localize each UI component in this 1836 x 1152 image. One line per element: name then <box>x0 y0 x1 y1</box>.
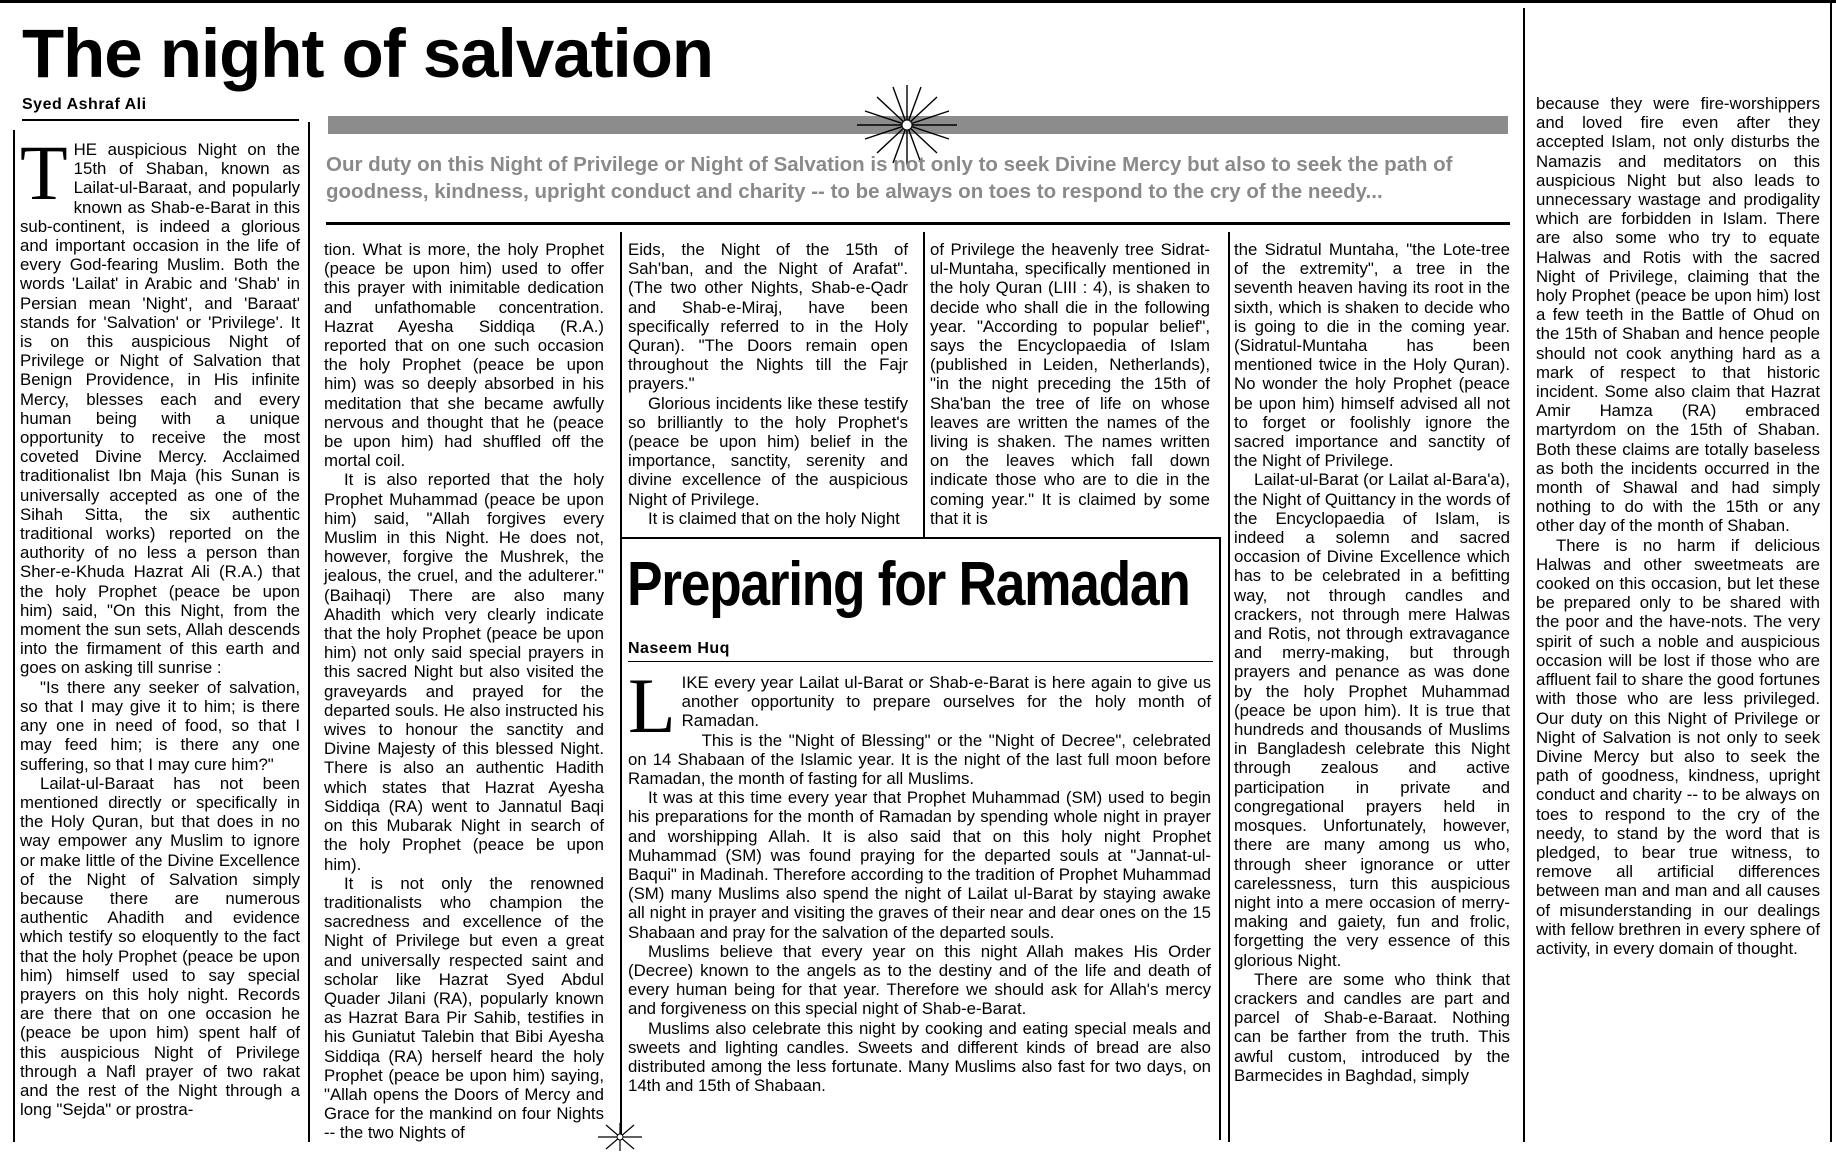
column-rule <box>923 232 925 537</box>
paragraph: Glorious incidents like these testify so brilliantly to the holy Prophet's (peace be upon him) belief in the importance, sanctity, serenity and divine excellence of the auspicious Night of Privilege. <box>628 393 908 509</box>
paragraph: Muslims also celebrate this night by cooking and eating special meals and sweets and lighting candles. Sweets and different kinds of bread are also distributed among the less fortunate. Many Muslims also fast for two days, on 14th and 15th of Shabaan. <box>628 1018 1211 1096</box>
pull-quote-rule <box>326 222 1510 225</box>
pull-quote: Our duty on this Night of Privilege or Night of Salvation is not only to seek Divine Mercy but also to seek the path of goodness, kindness, upright conduct and charity -- to be always on toes to respond to the cry of the needy... <box>326 153 1453 203</box>
drop-cap: L <box>628 662 676 749</box>
article-column-1 <box>20 129 300 1120</box>
paragraph: "Is there any seeker of salvation, so that I may give it to him; is there any one in need of food, so that I may feed him; is there any one suffering, so that I may cure him?" <box>20 677 300 774</box>
left-border <box>13 130 15 1142</box>
drop-cap: T <box>20 129 68 216</box>
paragraph: Muslims believe that every year on this night Allah makes His Order (Decree) known to the angels as to the destiny and of the life and death of every human being for that year. Therefore we should ask for Allah's mercy and forgiveness on this special night of Shab-e-Barat. <box>628 941 1211 1019</box>
paragraph: There are some who think that crackers and candles are part and parcel of Shab-e-Baraat. Nothing can be farther from the truth. This awful custom, introduced by the Barmecides in Baghdad, simply <box>1234 969 1510 1085</box>
column-rule <box>308 122 310 1142</box>
paragraph: IKE every year Lailat ul-Barat or Shab-e-Barat is here again to give us another opportunity to prepare ourselves for the holy month of Ramadan. <box>681 673 1211 731</box>
byline-rule <box>22 119 299 121</box>
paragraph: Lailat-ul-Barat (or Lailat al-Bara'a), the Night of Quittancy in the words of the Encyclopaedia of Islam, is indeed a solemn and sacred occasion of Divine Excellence which has to be celebrated in a befitting way, not through candles and crackers, not through mere Halwas and Rotis, not through extravagance and merry-making, but through prayers and penance as was done by the holy Prophet Muhammad (peace be upon him). It is true that hundreds and thousands of Muslims in Bangladesh celebrate this Night through zealous and active participation in private and congregational prayers held in mosques. Unfortunately, however, there are many among us who, through sheer ignorance or utter carelessness, turn this auspicious night into a mere occasion of merry-making and gaiety, fun and frolic, forgetting the very essence of this glorious Night. <box>1234 470 1510 970</box>
paragraph: It is not only the renowned traditionalists who champion the sacredness and excellence of the Night of Privilege but even a great and universally respected saint and scholar like Hazrat Syed Abdul Quader Jilani (RA), popularly known as Hazrat Bara Pir Sahib, testifies in his Guniatut Talebin that Bibi Ayesha Siddiqa (RA) herself heard the holy Prophet (peace be upon him) saying, "Allah opens the Doors of Mercy and Grace for the mankind on four Nights -- the two Nights of <box>324 873 604 1143</box>
sidebar-byline-rule <box>628 661 1213 662</box>
paragraph: Lailat-ul-Baraat has not been mentioned directly or specifically in the Holy Quran, but that does in no way empower any Muslim to ignore or make little of the Divine Excellence of the Night of Salvation simply because there are numerous authentic Ahadith and evidence which testify so eloquently to the fact that the holy Prophet (peace be upon him) himself used to say special prayers on this holy night. Records are there that on one occasion he (peace be upon him) spent half of this auspicious Night of Privilege through a Nafl prayer of two rakat and the rest of the Night through a long "Sejda" or prostra- <box>20 773 300 1120</box>
byline: Syed Ashraf Ali <box>22 96 147 113</box>
paragraph: of Privilege the heavenly tree Sidrat-ul-Muntaha, specifically mentioned in the holy Quran (LIII : 4), is shaken to decide who shall die in the following year. "According to popular belief", says the Encyclopaedia of Islam (published in Leiden, Netherlands), "in the night preceding the 15th of Sha'ban the tree of life on whose leaves are written the names of the living is shaken. The names written on the leaves which fall down indicate those who are to die in the coming year." It is claimed by some that it is <box>930 240 1210 528</box>
starburst-icon <box>596 1122 644 1152</box>
paragraph: the Sidratul Muntaha, "the Lote-tree of the extremity", a tree in the seventh heaven having its root in the sixth, which is shaken to decide who is going to die in the coming year. (Sidratul-Muntaha has been mentioned twice in the Holy Quran). No wonder the holy Prophet (peace be upon him) himself advised all not to forget or foolishly ignore the sacred importance and sanctity of the Night of Privilege. <box>1234 240 1510 471</box>
paragraph: Eids, the Night of the 15th of Sah'ban, and the Night of Arafat". (The two other Nights, Shab-e-Qadr and Shab-e-Miraj, have been specifically referred to in the Holy Quran). "The Doors remain open throughout the Nights till the Fajr prayers." <box>628 240 908 394</box>
paragraph: tion. What is more, the holy Prophet (peace be upon him) used to offer this prayer with inimitable dedication and unfathomable concentration. Hazrat Ayesha Siddiqa (R.A.) reported that on one such occasion the holy Prophet (peace be upon him) was so deeply absorbed in his meditation that she became awfully nervous and thought that he (peace be upon him) had shuffled off the mortal coil. <box>324 240 604 471</box>
paragraph: There is no harm if delicious Halwas and other sweetmeats are cooked on this occasion, but let these be prepared only to be shared with the poor and the have-nots. The very spirit of such a noble and auspicious occasion will be lost if those who are affluent fail to share the good fortunes with those who are less privileged. Our duty on this Night of Privilege or Night of Salvation is not only to seek Divine Mercy but also to seek the path of goodness, kindness, upright conduct and charity -- to be always on toes to respond to the cry of the needy, to stand by the word that is pledged, to bear true witness, to remove all artificial differences between man and man and all causes of misunderstanding in our dealings with fellow brethren in every sphere of activity, in every domain of thought. <box>1536 535 1820 958</box>
column-rule <box>1523 8 1525 1142</box>
paragraph: This is the "Night of Blessing" or the "Night of Decree", celebrated on 14 Shabaan of the Islamic year. It is the night of the last full moon before Ramadan, the month of fasting for all Muslims. <box>628 730 1211 789</box>
sidebar-article-title: Preparing for Ramadan <box>627 550 1190 619</box>
article-column-3 <box>628 240 908 528</box>
column-rule <box>1228 232 1230 1142</box>
paragraph: HE auspicious Night on the 15th of Shaban, known as Lailat-ul-Baraat, and popularly known as Shab-e-Barat in this sub-continent, is indeed a glorious and important occasion in the life of every God-fearing Muslim. Both the words 'Lailat' in Arabic and 'Shab' in Persian mean 'Night', and 'Baraat' stands for 'Salvation' or 'Privilege'. It is on this auspicious Night of Privilege or Night of Salvation that Benign Providence, in His infinite Mercy, blesses each and every human being with a unique opportunity to receive the most coveted Divine Mercy. Acclaimed traditionalist Ibn Maja (his Sunan is universally accepted as one of the Sihah Sitta, the six authentic traditional works) reported on the authority of no less a person than Sher-e-Khuda Hazrat Ali (R.A.) that the holy Prophet (peace be upon him) said, "On this Night, from the moment the sun sets, Allah descends into the firmament of this earth and goes on asking till sunrise : <box>20 140 300 678</box>
column-rule <box>620 232 622 537</box>
article-column-5 <box>1234 240 1510 1085</box>
sidebar-byline: Naseem Huq <box>628 640 730 657</box>
paragraph: It is also reported that the holy Prophet Muhammad (peace be upon him) said, "Allah forgives every Muslim in this Night. He does not, however, forgive the Mushrek, the jealous, the cruel, and the adulterer." (Baihaqi) There are also many Ahadith which very clearly indicate that the holy Prophet (peace be upon him) not only said special prayers in this sacred Night but also visited the graveyards and prayed for the departed souls. He also instructed his wives to honour the sanctity and Divine Majesty of this blessed Night. There is also an authentic Hadith which states that Hazrat Ayesha Siddiqa (RA) went to Jannatul Baqi on this Mubarak Night in search of the holy Prophet (peace be upon him). <box>324 470 604 874</box>
right-border <box>1830 0 1832 1142</box>
paragraph: It is claimed that on the holy Night <box>648 508 900 528</box>
sidebar-article-body <box>628 662 1211 1096</box>
paragraph: because they were fire-worshippers and loved fire even after they accepted Islam, not only disturbs the Namazis and meditators on this auspicious Night but also leads to unnecessary wastage and prodigality which are forbidden in Islam. There are also some who try to equate Halwas and Rotis with the sacred Night of Privilege, claiming that the holy Prophet (peace be upon him) lost a few teeth in the Battle of Ohud on the 15th of Shaban and hence people should not cook anything hard as a mark of respect to that historic incident. Some also claim that Hazrat Amir Hamza (RA) embraced martyrdom on the 15th of Shaban. Both these claims are totally baseless as both the incidents occurred in the month of Shawal and had simply nothing to do with the 15th or any other day of the month of Shaban. <box>1536 94 1820 536</box>
page-title: The night of salvation <box>22 15 714 92</box>
article-column-6 <box>1536 94 1820 958</box>
article-column-4 <box>930 240 1210 528</box>
paragraph: It was at this time every year that Prophet Muhammad (SM) used to begin his preparations for the month of Ramadan by spending whole night in prayer and worshipping Allah. It is also said that on this holy night Prophet Muhammad (SM) was found praying for the departed souls at "Jannat-ul-Baqui" in Madinah. Therefore according to the tradition of Prophet Muhammad (SM) many Muslims also spend the night of Lailat ul-Barat by staying awake all night in prayer and visiting the graves of their near and dear ones on the 15 Shabaan and pray for the salvation of the departed souls. <box>628 788 1211 942</box>
top-rule <box>0 0 1836 3</box>
article-column-2 <box>324 240 604 1143</box>
